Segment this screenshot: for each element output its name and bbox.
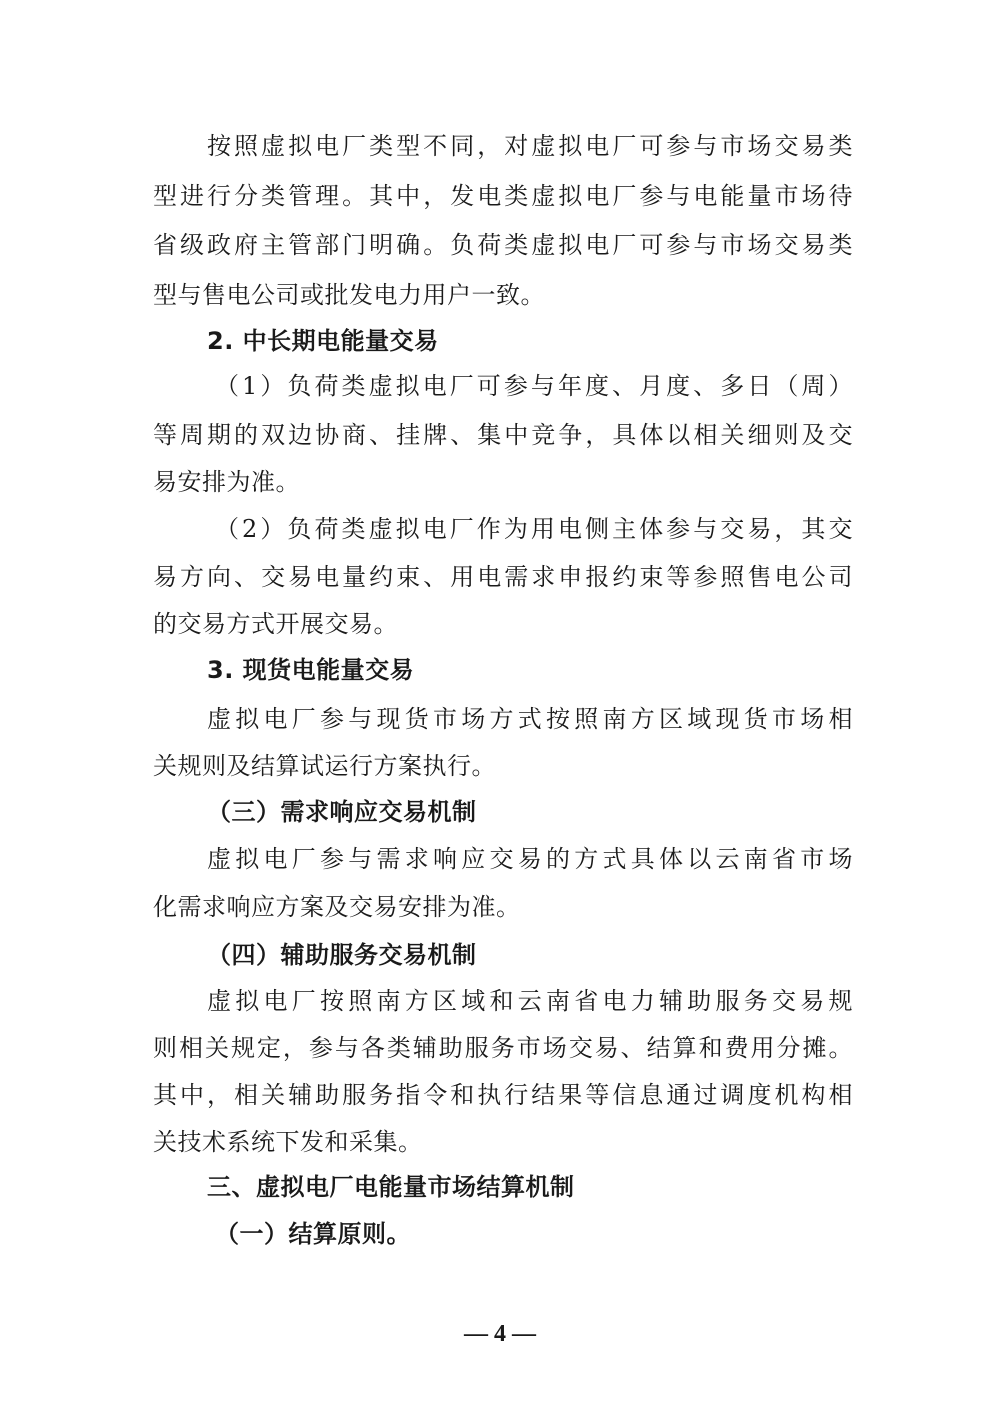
- heading-spot-trading: 3. 现货电能量交易: [207, 656, 415, 684]
- paragraph-line: 型与售电公司或批发电力用户一致。: [153, 281, 545, 309]
- paragraph-line: 虚拟电厂参与需求响应交易的方式具体以云南省市场: [207, 845, 853, 873]
- paragraph-line: （2）负荷类虚拟电厂作为用电侧主体参与交易，其交: [215, 515, 853, 543]
- paragraph-line: 按照虚拟电厂类型不同，对虚拟电厂可参与市场交易类: [207, 132, 853, 160]
- heading-settlement-principle: （一）结算原则。: [215, 1220, 411, 1248]
- paragraph-line: 等周期的双边协商、挂牌、集中竞争，具体以相关细则及交: [153, 421, 853, 449]
- paragraph-line: 型进行分类管理。其中，发电类虚拟电厂参与电能量市场待: [153, 182, 853, 210]
- paragraph-line: 易安排为准。: [153, 468, 300, 496]
- paragraph-line: （1）负荷类虚拟电厂可参与年度、月度、多日（周）: [215, 372, 853, 400]
- paragraph-line: 关规则及结算试运行方案执行。: [153, 752, 496, 780]
- page-number: — 4 —: [464, 1321, 536, 1347]
- paragraph-line: 易方向、交易电量约束、用电需求申报约束等参照售电公司: [153, 563, 853, 591]
- heading-mid-long-term: 2. 中长期电能量交易: [207, 327, 439, 355]
- paragraph-line: 其中，相关辅助服务指令和执行结果等信息通过调度机构相: [153, 1081, 853, 1109]
- paragraph-line: 虚拟电厂参与现货市场方式按照南方区域现货市场相: [207, 705, 853, 733]
- paragraph-line: 关技术系统下发和采集。: [153, 1128, 423, 1156]
- paragraph-line: 虚拟电厂按照南方区域和云南省电力辅助服务交易规: [207, 987, 853, 1015]
- section-heading-settlement: 三、虚拟电厂电能量市场结算机制: [207, 1173, 575, 1201]
- heading-demand-response: （三）需求响应交易机制: [207, 798, 477, 826]
- paragraph-line: 省级政府主管部门明确。负荷类虚拟电厂可参与市场交易类: [153, 231, 853, 259]
- heading-auxiliary-services: （四）辅助服务交易机制: [207, 941, 477, 969]
- paragraph-line: 的交易方式开展交易。: [153, 610, 398, 638]
- paragraph-line: 则相关规定，参与各类辅助服务市场交易、结算和费用分摊。: [153, 1034, 853, 1062]
- paragraph-line: 化需求响应方案及交易安排为准。: [153, 893, 521, 921]
